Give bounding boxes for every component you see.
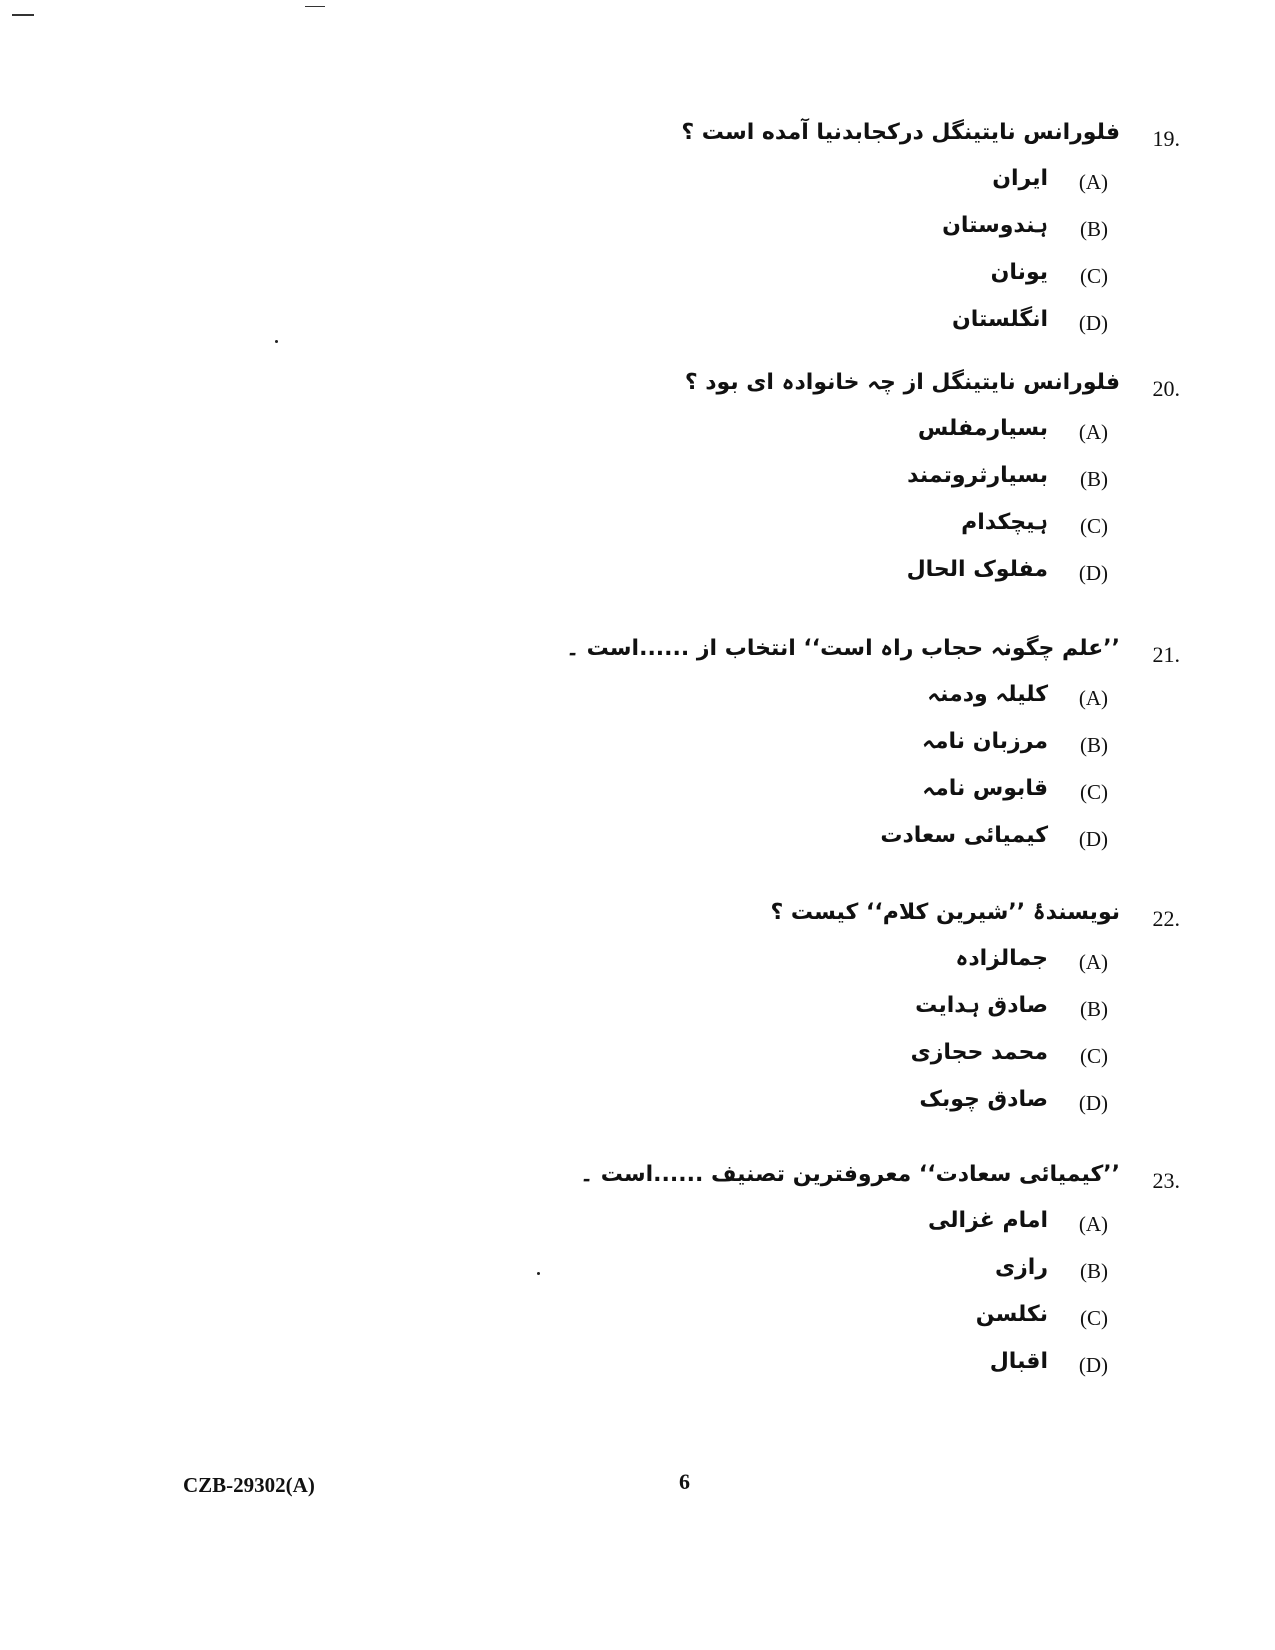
option-d — [660, 1347, 1180, 1394]
option-label: (C) — [1080, 264, 1108, 288]
option-a — [660, 680, 1180, 727]
option-a — [660, 1206, 1180, 1253]
option-label: (B) — [1080, 1259, 1108, 1283]
question-number: 20. — [1152, 376, 1180, 401]
option-text: انگلستان — [952, 307, 1048, 332]
page-number: 6 — [679, 1469, 690, 1494]
option-text: صادق چوبک — [919, 1087, 1048, 1112]
option-text: ایران — [992, 166, 1048, 191]
option-d — [660, 305, 1180, 352]
option-label: (A) — [1078, 950, 1108, 974]
option-c — [660, 508, 1180, 555]
option-text: قابوس نامہ — [922, 776, 1048, 801]
option-c — [660, 1038, 1180, 1085]
option-label: (A) — [1078, 686, 1108, 710]
option-a — [660, 414, 1180, 461]
option-d — [660, 1085, 1180, 1132]
scan-mark-top — [305, 6, 325, 7]
option-label: (A) — [1078, 1212, 1108, 1236]
option-a — [660, 944, 1180, 991]
question-text: ’’کیمیائی سعادت‘‘ معروفترین تصنیف ......است ۔ — [580, 1162, 1120, 1187]
option-c — [660, 258, 1180, 305]
option-text: ہندوستان — [942, 213, 1048, 238]
question-number: 21. — [1152, 642, 1180, 667]
question-22 — [660, 900, 1180, 1132]
option-text: بسیارمفلس — [917, 416, 1048, 441]
question-text: ’’علم چگونہ حجاب راہ است‘‘ انتخاب از ......است ۔ — [566, 636, 1120, 661]
option-label: (B) — [1080, 997, 1108, 1021]
paper-code: CZB-29302(A) — [183, 1473, 315, 1497]
option-text: کیمیائی سعادت — [880, 823, 1048, 848]
option-text: امام غزالی — [928, 1208, 1048, 1233]
question-19 — [660, 120, 1180, 352]
option-text: صادق ہدایت — [915, 993, 1048, 1018]
option-label: (C) — [1080, 1306, 1108, 1330]
option-label: (B) — [1080, 733, 1108, 757]
option-label: (B) — [1080, 217, 1108, 241]
option-d — [660, 821, 1180, 868]
option-label: (C) — [1080, 1044, 1108, 1068]
question-text: فلورانس نایتینگل درکجابدنیا آمده است ؟ — [681, 120, 1120, 145]
scan-mark-left — [12, 14, 34, 16]
question-number: 23. — [1152, 1168, 1180, 1193]
option-text: جمالزادہ — [955, 946, 1048, 971]
option-text: نکلسن — [975, 1302, 1048, 1327]
option-label: (A) — [1078, 420, 1108, 444]
question-20 — [660, 370, 1180, 602]
question-text: فلورانس نایتینگل از چہ خانوادہ ای بود ؟ — [684, 370, 1120, 395]
option-text: مفلوک الحال — [906, 557, 1048, 582]
option-label: (C) — [1080, 514, 1108, 538]
option-c — [660, 1300, 1180, 1347]
option-text: مرزبان نامہ — [922, 729, 1048, 754]
option-label: (A) — [1078, 170, 1108, 194]
question-21 — [566, 636, 1180, 868]
option-text: محمد حجازی — [910, 1040, 1048, 1065]
option-b — [660, 991, 1180, 1038]
option-label: (D) — [1078, 1353, 1108, 1377]
option-text: بسیارثروتمند — [907, 463, 1048, 488]
speck — [537, 1272, 540, 1275]
question-text: نویسندۂ ’’شیرین کلام‘‘ کیست ؟ — [770, 900, 1120, 925]
option-label: (D) — [1078, 1091, 1108, 1115]
option-text: رازی — [994, 1255, 1048, 1280]
option-text: اقبال — [989, 1349, 1048, 1374]
option-d — [660, 555, 1180, 602]
option-label: (D) — [1078, 827, 1108, 851]
option-b — [660, 461, 1180, 508]
question-number: 19. — [1152, 126, 1180, 151]
option-b — [660, 1253, 1180, 1300]
option-text: یونان — [990, 260, 1048, 285]
option-b — [660, 211, 1180, 258]
option-label: (D) — [1078, 311, 1108, 335]
option-label: (D) — [1078, 561, 1108, 585]
option-label: (C) — [1080, 780, 1108, 804]
question-23 — [580, 1162, 1180, 1394]
option-a — [660, 164, 1180, 211]
option-label: (B) — [1080, 467, 1108, 491]
option-text: ہیچکدام — [961, 510, 1048, 535]
speck — [275, 340, 278, 343]
option-c — [660, 774, 1180, 821]
option-text: کلیلہ ودمنہ — [927, 682, 1048, 707]
option-b — [660, 727, 1180, 774]
question-number: 22. — [1152, 906, 1180, 931]
